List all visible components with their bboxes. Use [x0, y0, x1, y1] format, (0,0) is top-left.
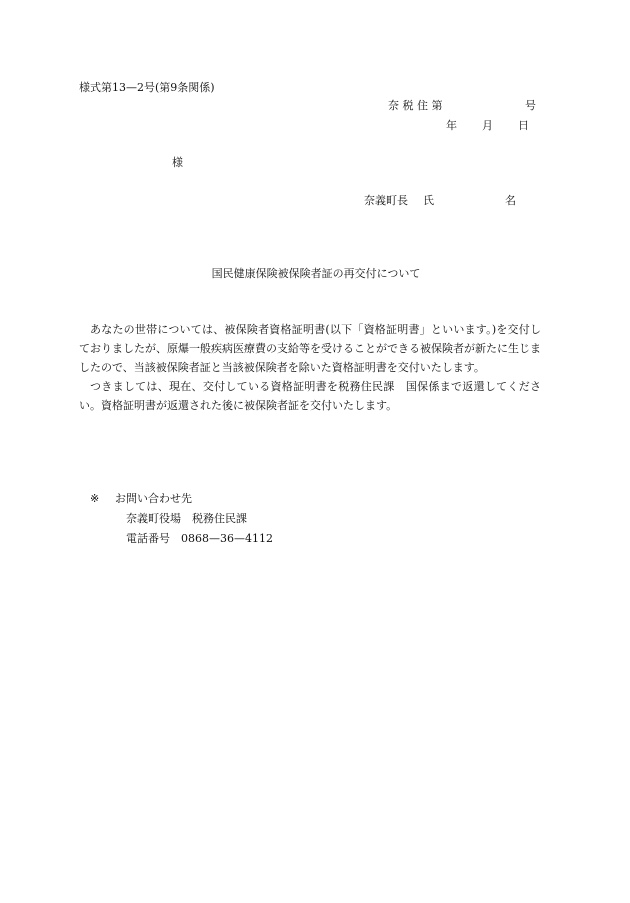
- document-title: [0, 268, 630, 279]
- contact-heading-row: [79, 489, 273, 509]
- contact-phone: 電話番号 0868—36—4112: [126, 532, 273, 545]
- form-number: 様式第13—2号(第9条関係): [79, 81, 215, 94]
- sender-title: 奈義町長: [364, 194, 408, 207]
- contact-heading: お問い合わせ先: [115, 492, 192, 505]
- notice-body: [79, 320, 541, 415]
- note-mark: ※: [90, 492, 100, 505]
- sender-shi: 氏: [423, 194, 434, 207]
- sender-line: [364, 195, 524, 209]
- date-month: 月: [482, 119, 493, 132]
- body-paragraph-2: つきましては、現在、交付している資格証明書を税務住民課 国保係まで返還してください。資格証明書が返還された後に被保険者証を交付いたします。: [79, 380, 541, 412]
- contact-info: [79, 489, 273, 549]
- reference-number: [388, 100, 536, 114]
- body-paragraph-1: あなたの世帯については、被保険者資格証明書(以下「資格証明書」といいます。)を交付しておりましたが、原爆一般疾病医療費の支給等を受けることができる被保険者が新たに生じましたので、当該被保険者証と当該被保険者を除いた資格証明書を交付いたします。: [79, 323, 541, 374]
- date-year: 年: [446, 119, 457, 132]
- reference-suffix: 号: [525, 99, 536, 112]
- contact-office: 奈義町役場 税務住民課: [126, 512, 247, 525]
- issue-date: [440, 120, 536, 134]
- document-title-text: 国民健康保険被保険者証の再交付について: [211, 267, 421, 280]
- sender-mei: 名: [505, 194, 516, 207]
- reference-prefix: 奈 税 住 第: [388, 99, 443, 112]
- addressee-honorific: 様: [172, 156, 183, 169]
- date-day: 日: [518, 119, 529, 132]
